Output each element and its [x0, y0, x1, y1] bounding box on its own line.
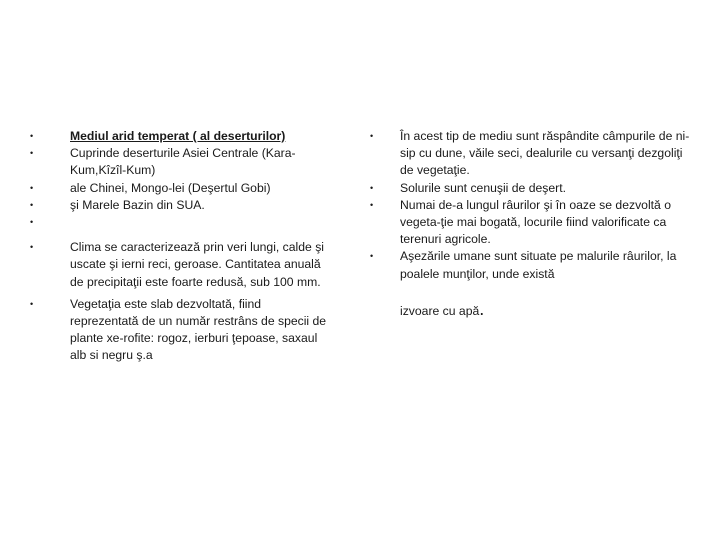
bullet: • — [30, 217, 34, 228]
list-item-text: Cuprinde deserturile Asiei Centrale (Kara-Kum,Kîzîl-Kum) — [70, 146, 296, 178]
bullet: • — [30, 148, 34, 159]
list-item-text: Clima se caracterizează prin veri lungi, calde şi uscate şi ierni reci, geroase. Cantitatea anuală de precipitaţii este foarte redusă, sub 100 mm. — [70, 240, 325, 289]
empty-list-item — [30, 214, 330, 231]
bullet: • — [370, 251, 374, 262]
section-title: Mediul arid temperat ( al deserturilor) — [70, 129, 286, 143]
list-item-text: ale Chinei, Mongo-lei (Deşertul Gobi) — [70, 180, 271, 195]
bullet: • — [370, 182, 374, 193]
list-item — [370, 248, 690, 282]
bullet: • — [30, 182, 34, 193]
bullet: • — [30, 199, 34, 210]
list-item — [370, 180, 690, 197]
list-item-text: şi Marele Bazin din SUA. — [70, 197, 205, 212]
bullet: • — [30, 242, 34, 253]
list-item — [370, 128, 690, 180]
list-item-text: Aşezările umane sunt situate pe malurile râurilor, la poalele munţilor, unde există — [400, 249, 677, 281]
bullet: • — [370, 199, 374, 210]
list-item — [30, 197, 330, 214]
bullet: • — [30, 131, 34, 141]
list-item — [30, 296, 330, 365]
list-item-continuation — [370, 298, 690, 320]
list-item — [30, 145, 330, 179]
left-column — [30, 128, 330, 365]
list-item-text: Vegetaţia este slab dezvoltată, fiind reprezentată de un număr restrâns de specii de plante xe-rofite: rogoz, ierburi ţepoase, saxaul alb si negru ş.a — [70, 296, 327, 363]
list-item — [30, 128, 330, 145]
bullet: • — [370, 131, 374, 141]
trailing-period: . — [479, 298, 485, 319]
continuation-text: izvoare cu apă — [400, 303, 480, 318]
list-item — [370, 197, 690, 249]
list-item-text: În acest tip de mediu sunt răspândite câmpurile de ni-sip cu dune, văile seci, dealurile cu versanţi dezgoliţi de vegetaţie. — [400, 129, 690, 178]
list-item-text: Numai de-a lungul râurilor şi în oaze se dezvoltă o vegeta-ţie mai bogată, locurile fiind valorificate ca terenuri agricole. — [400, 197, 671, 247]
list-item — [30, 180, 330, 197]
list-item — [30, 239, 330, 291]
bullet: • — [30, 298, 34, 309]
list-item-text: Solurile sunt cenuşii de deşert. — [400, 180, 566, 195]
right-column — [370, 128, 690, 320]
